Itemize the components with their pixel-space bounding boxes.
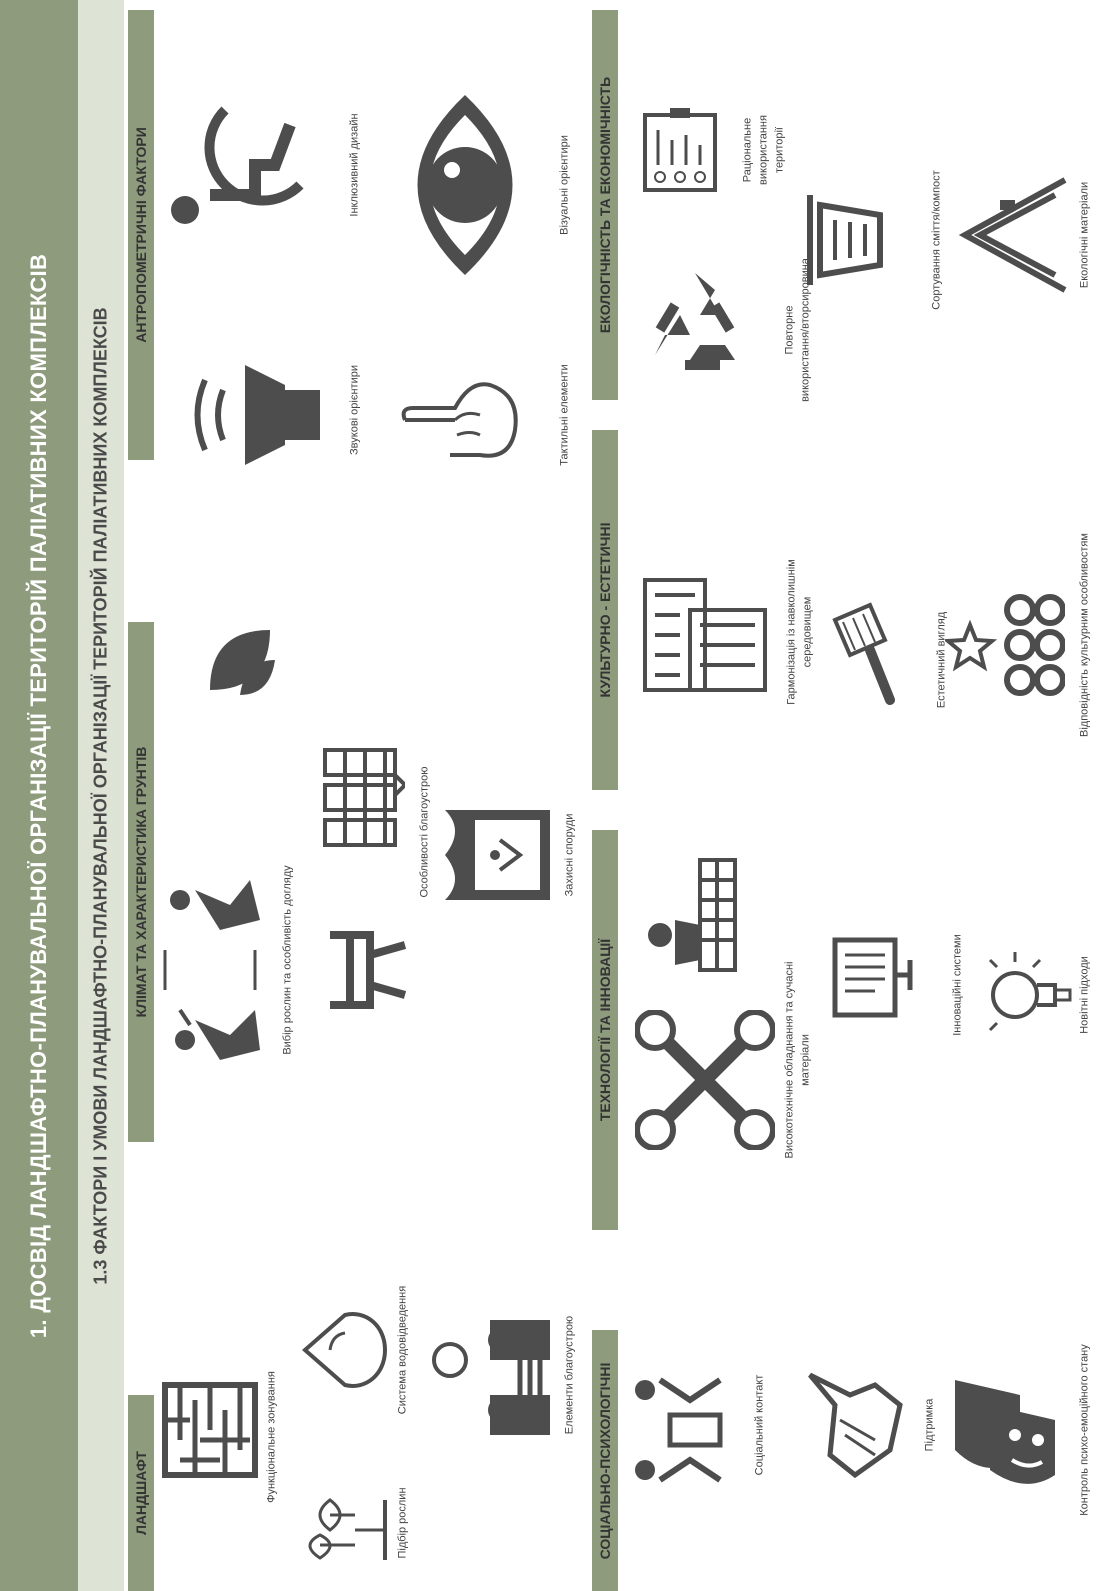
label-protective-structures: Захисні споруди bbox=[563, 813, 576, 897]
label-landscaping-features: Особливості благоустрою bbox=[418, 766, 431, 898]
section-header-cultural: КУЛЬТУРНО - ЕСТЕТИЧНІ bbox=[592, 430, 618, 790]
section-header-anthropometric: АНТРОПОМЕТРИЧНІ ФАКТОРИ bbox=[128, 10, 154, 460]
label-support: Підтримка bbox=[923, 1398, 936, 1452]
label-innovative-systems: Інноваційні системи bbox=[951, 934, 964, 1036]
label-reuse: Повторне bbox=[783, 305, 796, 355]
subtitle-band bbox=[78, 0, 124, 1591]
label-rational-2: використання bbox=[757, 115, 770, 185]
label-plant-selection: Підбір рослин bbox=[396, 1487, 409, 1559]
label-harmonization: Гармонізація із навколишнім bbox=[785, 559, 798, 705]
label-aesthetic: Естетичний вигляд bbox=[935, 611, 948, 709]
label-new-approaches: Новітні підходи bbox=[1078, 956, 1091, 1034]
label-hightech-equipment: Високотехнічне обладнання та сучасні bbox=[783, 961, 796, 1159]
label-functional-zoning: Функціональне зонування bbox=[265, 1371, 278, 1503]
title-band bbox=[0, 0, 78, 1591]
label-emotional-control: Контроль психо-емоційного стану bbox=[1078, 1344, 1091, 1516]
label-drainage: Система водовідведення bbox=[396, 1285, 409, 1415]
section-header-tech: ТЕХНОЛОГІЇ ТА ІННОВАЦІЇ bbox=[592, 830, 618, 1230]
label-hightech-materials: матеріали bbox=[799, 1034, 812, 1086]
label-tactile: Тактильні елементи bbox=[558, 364, 571, 466]
label-recyclables: використання/вторсировина bbox=[799, 258, 812, 402]
label-rational-3: території bbox=[773, 127, 786, 173]
section-header-eco: ЕКОЛОГІЧНІСТЬ ТА ЕКОНОМІЧНІСТЬ bbox=[592, 10, 618, 400]
page-subtitle: 1.3 ФАКТОРИ І УМОВИ ЛАНДШАФТНО-ПЛАНУВАЛЬНОЇ ОРГАНІЗАЦІЇ ТЕРИТОРІЙ ПАЛІАТИВНИХ КОМПЛЕКСІВ bbox=[90, 306, 111, 1285]
label-amenities: Елементи благоустрою bbox=[563, 1315, 576, 1435]
label-visual-cues: Візуальні орієнтири bbox=[558, 135, 571, 235]
label-rational-1: Раціональне bbox=[741, 117, 754, 183]
section-header-social: СОЦІАЛЬНО-ПСИХОЛОГІЧНІ bbox=[592, 1330, 618, 1591]
label-plant-care: Вибір рослин та особливість догляду bbox=[281, 865, 294, 1055]
page-title: 1. ДОСВІД ЛАНДШАФТНО-ПЛАНУВАЛЬНОЇ ОРГАНІЗАЦІЇ ТЕРИТОРІЙ ПАЛІАТИВНИХ КОМПЛЕКСІВ bbox=[26, 253, 51, 1338]
label-environment: середовищем bbox=[801, 596, 814, 668]
label-sound-cues: Звукові орієнтири bbox=[348, 365, 361, 455]
section-header-landscape: ЛАНДШАФТ bbox=[128, 1395, 154, 1591]
label-eco-materials: Екологічні матеріали bbox=[1078, 181, 1091, 289]
label-social-contact: Соціальний контакт bbox=[753, 1374, 766, 1476]
section-header-climate: КЛІМАТ ТА ХАРАКТЕРИСТИКА ГРУНТІВ bbox=[128, 622, 154, 1142]
label-inclusive-design: Інклюзивний дизайн bbox=[348, 113, 361, 217]
label-cultural-fit: Відповідність культурним особливостям bbox=[1078, 533, 1091, 737]
label-waste-sorting: Сортування сміття/компост bbox=[930, 170, 943, 310]
